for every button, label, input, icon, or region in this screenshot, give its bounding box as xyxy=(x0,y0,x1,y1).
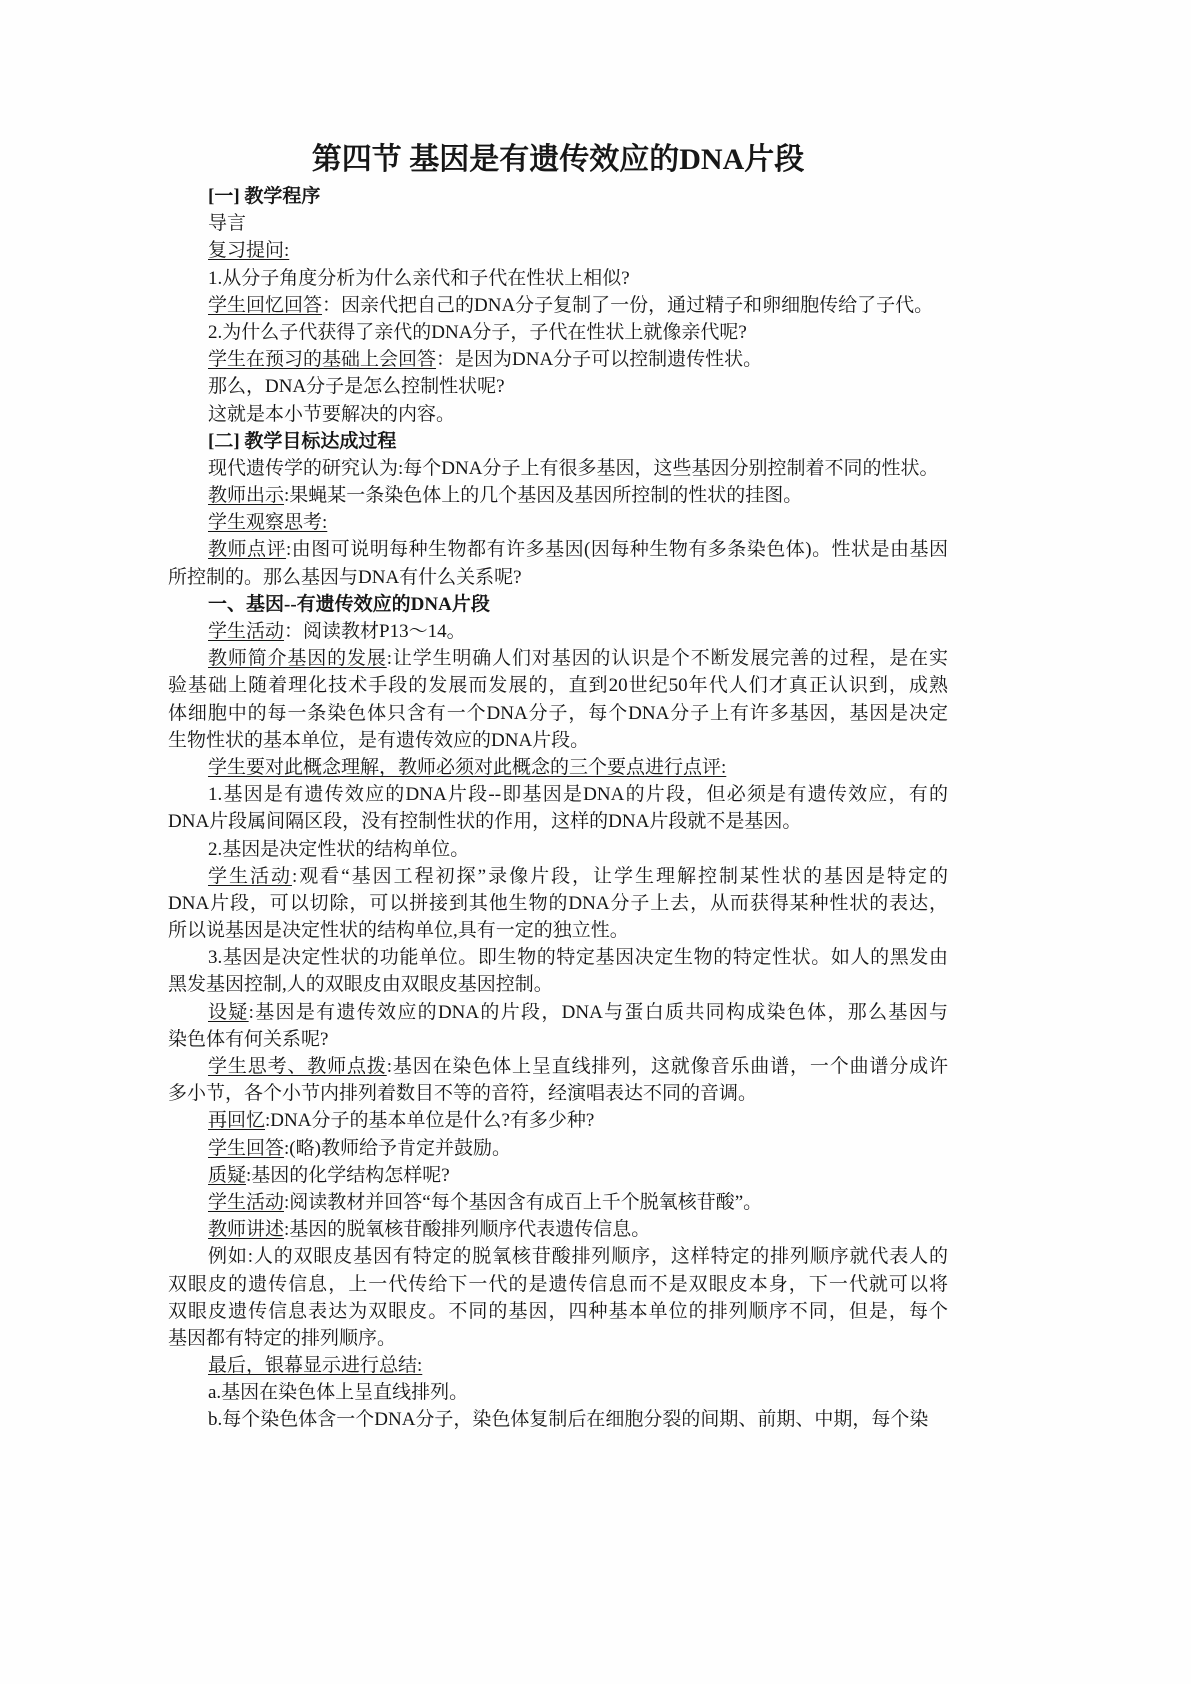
text-line xyxy=(168,890,948,917)
paragraph xyxy=(168,999,948,1053)
text-line xyxy=(168,1379,948,1406)
line-text: 导言 xyxy=(208,213,247,235)
paragraph xyxy=(168,455,948,482)
text-line xyxy=(168,536,948,563)
line-text: ：阅读教材P13～14。 xyxy=(284,621,466,642)
line-text: 1.从分子角度分析为什么亲代和子代在性状上相似? xyxy=(208,267,630,289)
paragraph xyxy=(168,1406,948,1433)
paragraph xyxy=(168,292,948,319)
paragraph xyxy=(168,1135,948,1162)
line-text: :基因的化学结构怎样呢? xyxy=(246,1164,450,1186)
underlined-label: 复习提问: xyxy=(208,240,290,262)
text-line xyxy=(168,482,948,509)
line-text: 3.基因是决定性状的功能单位。即生物的特定基因决定生物的特定性状。如人的黑发由 xyxy=(208,947,948,969)
text-line xyxy=(168,808,948,835)
text-line xyxy=(168,1298,948,1325)
paragraph xyxy=(168,944,948,998)
underlined-label: 学生在预习的基础上会回答 xyxy=(208,349,437,371)
line-text: 1.基因是有遗传效应的DNA片段--即基因是DNA的片段，但必须是有遗传效应，有的 xyxy=(208,784,948,806)
text-line xyxy=(168,944,948,971)
text-line xyxy=(168,1271,948,1298)
underlined-label: 学生要对此概念理解，教师必须对此概念的三个要点进行点评: xyxy=(208,756,727,778)
text-line xyxy=(168,836,948,863)
text-line xyxy=(168,292,948,319)
underlined-label: 教师出示 xyxy=(208,485,285,507)
page-title: 第四节 基因是有遗传效应的DNA片段 xyxy=(311,143,805,176)
text-line xyxy=(168,1189,948,1216)
paragraph xyxy=(168,1243,948,1352)
text-line xyxy=(168,183,948,210)
underlined-label: 学生活动 xyxy=(208,865,292,887)
paragraph xyxy=(168,1053,948,1107)
line-text: a.基因在染色体上呈直线排列。 xyxy=(208,1382,469,1404)
text-line xyxy=(168,971,948,998)
text-line xyxy=(168,1216,948,1243)
text-line xyxy=(168,1243,948,1270)
line-text: 现代遗传学的研究认为:每个DNA分子上有很多基因，这些基因分别控制着不同的性状。 xyxy=(208,457,939,479)
text-line xyxy=(168,346,948,373)
text-line xyxy=(168,672,948,699)
paragraph xyxy=(168,237,948,264)
line-text: 一、基因--有遗传效应的DNA片段 xyxy=(208,593,490,615)
text-line xyxy=(168,1325,948,1352)
paragraph xyxy=(168,1216,948,1243)
paragraph xyxy=(168,509,948,536)
line-text: 验基础上随着理化技术手段的发展而发展的，直到20世纪50年代人们才真正认识到，成熟 xyxy=(168,675,948,697)
text-line xyxy=(168,1080,948,1107)
underlined-label: 学生回答 xyxy=(208,1137,285,1159)
line-text: :阅读教材并回答“每个基因含有成百上千个脱氧核苷酸”。 xyxy=(284,1191,763,1213)
text-line xyxy=(168,1406,948,1433)
section-heading xyxy=(168,183,948,210)
line-text: :果蝇某一条染色体上的几个基因及基因所控制的性状的挂图。 xyxy=(284,485,803,507)
underlined-label: 学生回忆回答 xyxy=(208,294,323,316)
underlined-label: 再回忆 xyxy=(208,1110,266,1132)
line-text: [一] 教学程序 xyxy=(208,186,321,207)
text-line xyxy=(168,1026,948,1053)
line-text: 双眼皮遗传信息表达为双眼皮。不同的基因，四种基本单位的排列顺序不同，但是，每个 xyxy=(168,1300,948,1322)
line-text: 所控制的。那么基因与DNA有什么关系呢? xyxy=(168,566,522,588)
paragraph xyxy=(168,265,948,292)
line-text: 生物性状的基本单位，是有遗传效应的DNA片段。 xyxy=(168,729,590,751)
paragraph xyxy=(168,1189,948,1216)
text-line xyxy=(168,917,948,944)
text-line xyxy=(168,564,948,591)
paragraph xyxy=(168,1162,948,1189)
line-text: 2.基因是决定性状的结构单位。 xyxy=(208,838,470,860)
text-line xyxy=(168,1162,948,1189)
line-text: 基因都有特定的排列顺序。 xyxy=(168,1327,397,1349)
underlined-label: 教师简介基因的发展 xyxy=(208,648,387,670)
text-line xyxy=(168,727,948,754)
paragraph xyxy=(168,319,948,346)
text-line xyxy=(168,1053,948,1080)
line-text: :基因在染色体上呈直线排列，这就像音乐曲谱，一个曲谱分成许 xyxy=(386,1056,948,1077)
text-line xyxy=(168,1352,948,1379)
line-text: ：因亲代把自己的DNA分子复制了一份，通过精子和卵细胞传给了子代。 xyxy=(322,294,934,316)
text-line xyxy=(168,781,948,808)
text-line xyxy=(168,373,948,400)
paragraph xyxy=(168,346,948,373)
line-text: [二] 教学目标达成过程 xyxy=(208,430,397,452)
line-text: 黑发基因控制,人的双眼皮由双眼皮基因控制。 xyxy=(168,974,553,996)
paragraph xyxy=(168,863,948,945)
text-line xyxy=(168,428,948,455)
text-line xyxy=(168,754,948,781)
underlined-label: 学生活动 xyxy=(208,621,285,642)
line-text: 那么，DNA分子是怎么控制性状呢? xyxy=(208,376,505,398)
text-line xyxy=(168,700,948,727)
line-text: :基因的脱氧核苷酸排列顺序代表遗传信息。 xyxy=(284,1219,651,1241)
line-text: :让学生明确人们对基因的认识是个不断发展完善的过程，是在实 xyxy=(386,648,948,670)
text-line xyxy=(168,999,948,1026)
paragraph xyxy=(168,482,948,509)
line-text: 这就是本小节要解决的内容。 xyxy=(208,403,456,425)
text-line xyxy=(168,591,948,618)
text-line xyxy=(168,1107,948,1134)
text-line xyxy=(168,265,948,292)
paragraph xyxy=(168,781,948,835)
line-text: 双眼皮的遗传信息，上一代传给下一代的是遗传信息而不是双眼皮本身，下一代就可以将 xyxy=(168,1273,948,1295)
line-text: DNA片段属间隔区段，没有控制性状的作用，这样的DNA片段就不是基因。 xyxy=(168,811,802,833)
paragraph xyxy=(168,645,948,754)
underlined-label: 质疑 xyxy=(208,1164,247,1186)
paragraph xyxy=(168,536,948,590)
line-text: b.每个染色体含一个DNA分子，染色体复制后在细胞分裂的间期、前期、中期，每个染 xyxy=(208,1409,929,1431)
text-line xyxy=(168,618,948,645)
line-text: 多小节，各个小节内排列着数目不等的音符，经演唱表达不同的音调。 xyxy=(168,1083,758,1105)
text-line xyxy=(168,1135,948,1162)
paragraph xyxy=(168,754,948,781)
line-text: 例如:人的双眼皮基因有特定的脱氧核苷酸排列顺序，这样特定的排列顺序就代表人的 xyxy=(208,1246,948,1268)
paragraph xyxy=(168,373,948,400)
text-line xyxy=(168,645,948,672)
text-line xyxy=(168,509,948,536)
paragraph xyxy=(168,836,948,863)
line-text: :观看“基因工程初探”录像片段，让学生理解控制某性状的基因是特定的 xyxy=(291,865,948,887)
section-heading xyxy=(168,591,948,618)
text-line xyxy=(168,237,948,264)
line-text: :由图可说明每种生物都有许多基因(因每种生物有多条染色体)。性状是由基因 xyxy=(285,539,948,561)
text-line xyxy=(168,319,948,346)
underlined-label: 设疑 xyxy=(208,1001,249,1023)
line-text: :(略)教师给予肯定并鼓励。 xyxy=(284,1137,511,1159)
underlined-label: 学生思考、教师点拨 xyxy=(208,1056,387,1077)
text-line xyxy=(168,401,948,428)
line-text: 2.为什么子代获得了亲代的DNA分子，子代在性状上就像亲代呢? xyxy=(208,321,747,343)
line-text: ：是因为DNA分子可以控制遗传性状。 xyxy=(436,349,763,371)
paragraph xyxy=(168,1379,948,1406)
underlined-label: 学生观察思考: xyxy=(208,512,328,534)
underlined-label: 学生活动 xyxy=(208,1191,285,1213)
section-heading xyxy=(168,428,948,455)
line-text: 所以说基因是决定性状的结构单位,具有一定的独立性。 xyxy=(168,920,629,942)
text-line xyxy=(168,210,948,237)
paragraph xyxy=(168,1107,948,1134)
paragraph xyxy=(168,210,948,237)
line-text: :基因是有遗传效应的DNA的片段，DNA与蛋白质共同构成染色体，那么基因与 xyxy=(248,1001,948,1023)
underlined-label: 教师讲述 xyxy=(208,1219,285,1241)
underlined-label: 教师点评 xyxy=(208,539,286,561)
line-text: :DNA分子的基本单位是什么?有多少种? xyxy=(265,1110,595,1132)
line-text: 染色体有何关系呢? xyxy=(168,1028,329,1050)
underlined-label: 最后，银幕显示进行总结: xyxy=(208,1355,423,1377)
paragraph xyxy=(168,1352,948,1379)
text-line xyxy=(168,863,948,890)
line-text: 体细胞中的每一条染色体只含有一个DNA分子，每个DNA分子上有许多基因，基因是决定 xyxy=(168,702,948,724)
document-body xyxy=(168,183,948,1434)
paragraph xyxy=(168,618,948,645)
paragraph xyxy=(168,401,948,428)
line-text: DNA片段，可以切除，可以拼接到其他生物的DNA分子上去，从而获得某种性状的表达， xyxy=(168,892,948,914)
text-line xyxy=(168,455,948,482)
